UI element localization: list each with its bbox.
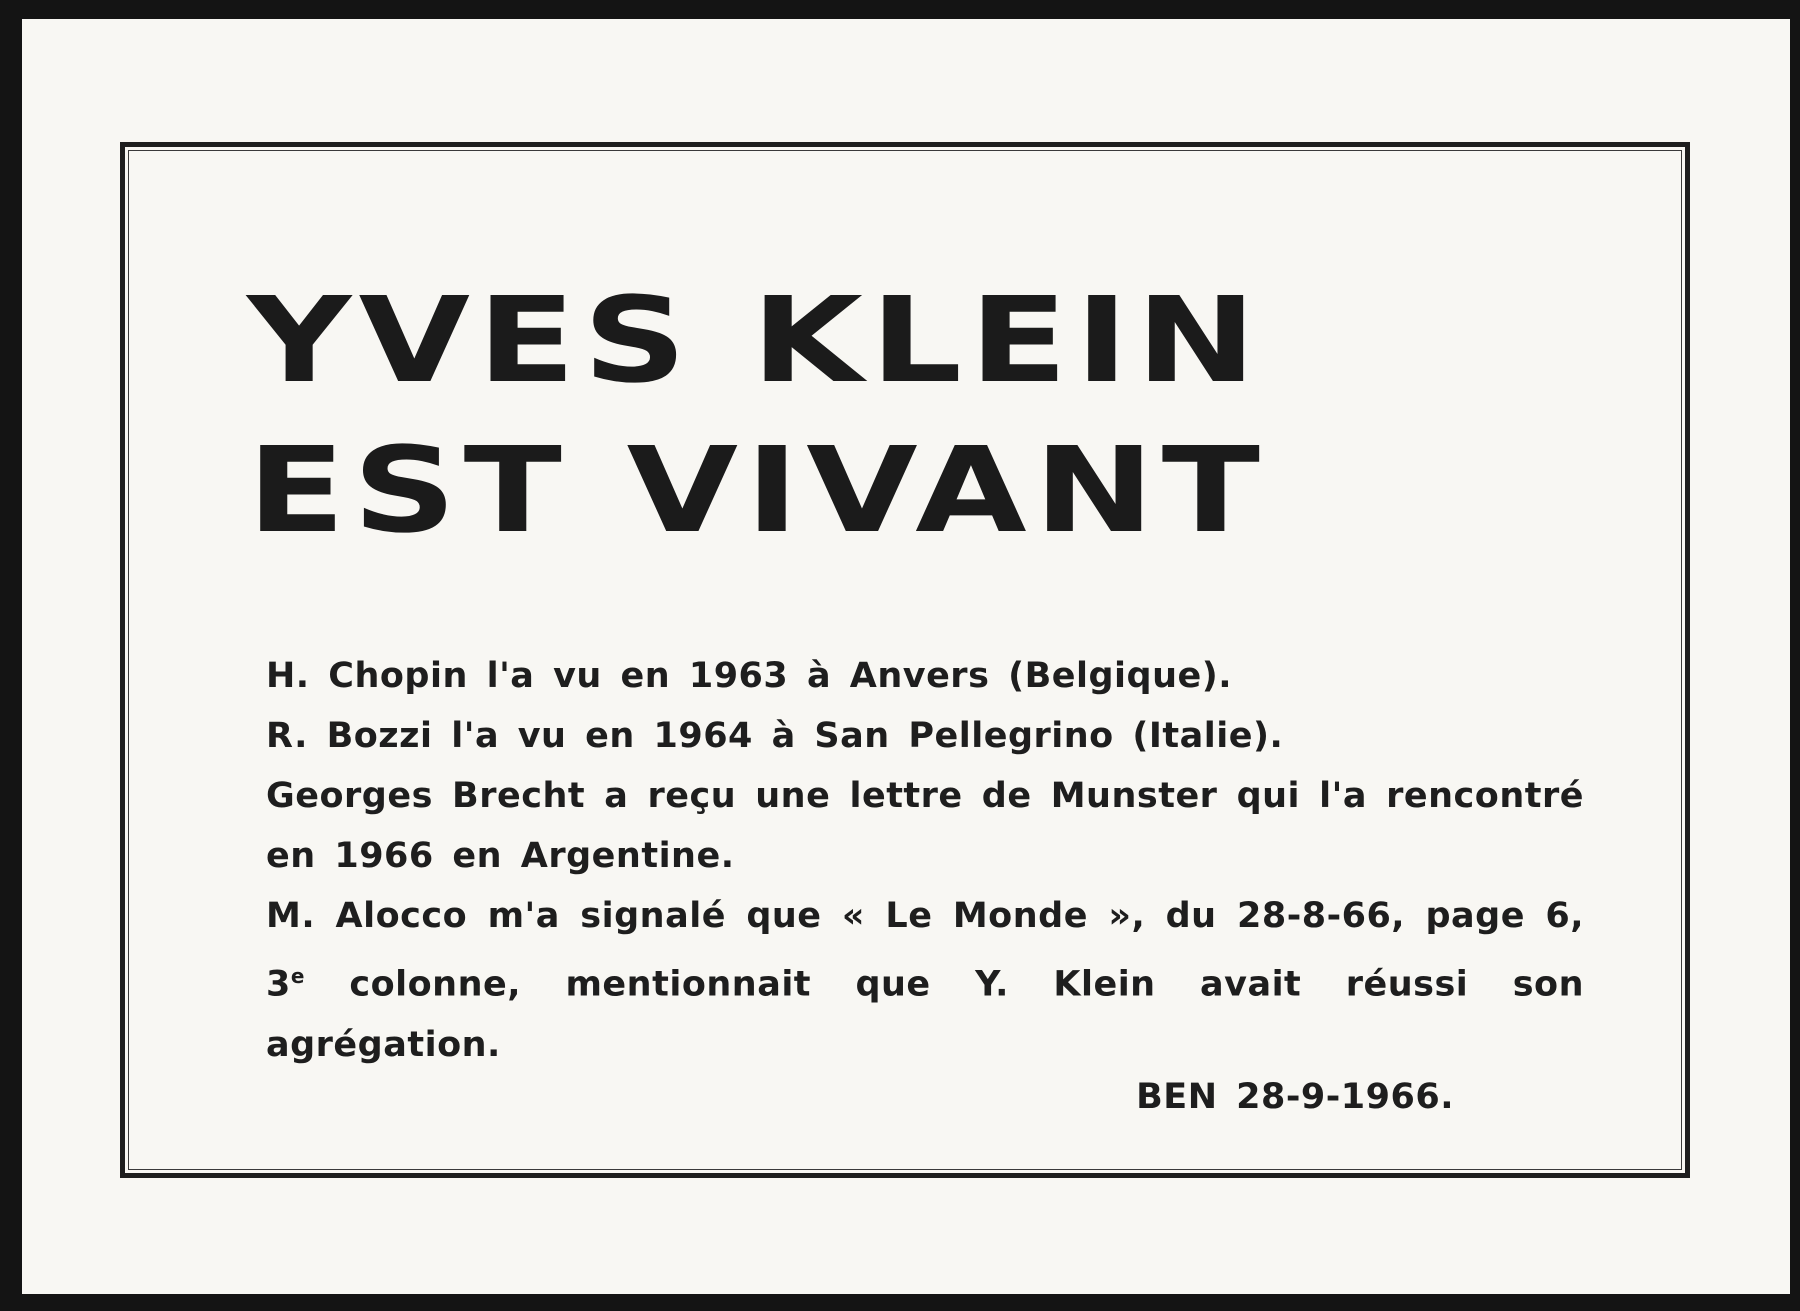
superscript-e: e [290,964,305,988]
signature: BEN 28-9-1966. [1136,1077,1454,1117]
headline-line-1: YVES KLEIN [247,271,1264,409]
body-line-bozzi: R. Bozzi l'a vu en 1964 à San Pellegrino (Italie). [266,716,1284,756]
headline [247,265,1267,565]
headline-line-2: EST VIVANT [247,421,1268,559]
body-line-alocco [266,886,1584,1075]
body-line-alocco-part-2: colonne, mentionnait que Y. Klein avait réussi son agrégation. [266,964,1584,1065]
body-text [266,646,1584,1075]
document-card [22,19,1790,1294]
body-line-brecht: Georges Brecht a reçu une lettre de Munster qui l'a rencontré en 1966 en Argentine. [266,776,1584,876]
body-line-chopin: H. Chopin l'a vu en 1963 à Anvers (Belgique). [266,656,1233,696]
body-line-alocco-part-1: M. Alocco m'a signalé que « Le Monde », du 28-8-66, page 6, 3 [266,896,1584,1005]
